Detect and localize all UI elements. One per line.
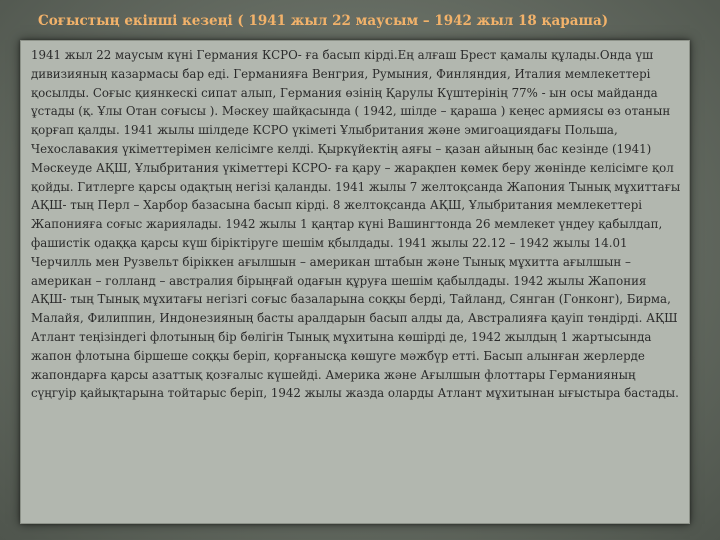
slide-body-text: 1941 жыл 22 маусым күні Германия КСРО- ға басып кірді.Ең алғаш Брест қамалы құлады.Онда үш дивизияның казармасы бар еді. Германияға Венгрия, Румыния, Финляндия, Италия мемлекеттері қосылды. Соғыс қиянкескі сипат алып, Германия өзінің Қарулы Күштерінің 77% - ын осы майданда ұстады (қ. Ұлы Отан соғысы ). Мәскеу шайқасында ( 1942, шілде – қараша ) кеңес армиясы өз отанын қорғап қалды. 1941 жылы шілдеде КСРО үкіметі Ұлыбритания және эмигоациядағы Польша, Чехославакия үкіметтерімен келісімге келді. Қыркүйектің аяғы – қазан айының бас кезінде (1941) Мәскеуде АҚШ, Ұлыбритания үкіметтері КСРО- ға қару – жарақпен көмек беру жөнінде келісімге қол қойды. Гитлерге қарсы одақтың негізі қаланды. 1941 жылы 7 желтоқсанда Жапония Тынық мұхиттағы АҚШ- тың Перл – Харбор базасына басып кірді. 8 желтоқсанда АҚШ, Ұлыбритания мемлекеттері Жапонияға соғыс жариялады. 1942 жылы 1 қаңтар күні Вашингтонда 26 мемлекет үндеу қабылдап, фашистік одаққа қарсы күш біріктіруге шешім қбылдады. 1941 жылы 22.12 – 1942 жылы 14.01 Черчилль мен Рузвельт біріккен ағылшын – американ штабын және Тынық мұхитта ағылшын – американ – голланд – австралия бірыңғай одағын құруға шешім қабылдады. 1942 жылы Жапония АҚШ- тың Тынық мұхитағы негізгі соғыс базаларына соққы берді, Тайланд, Сянган (Гонконг), Бирма, Малайя, Филиппин, Индонезияның басты аралдарын басып алды да, Австралияға қауіп төндірді. АҚШ Атлант теңізіндегі флотының бір бөлігін Тынық мұхитына көшірді де, 1942 жылдың 1 жартысында жапон флотына біршеше соққы беріп, қорғанысқа көшуге мәжбүр етті. Басып алынған жерлерде жапондарға қарсы азаттық қозғалыс күшейді. Америка және Ағылшын флоттары Германияның сүңгуір қайықтарына тойтарыс беріп, 1942 жылы жазда оларды Атлант мұхитынан ығыстыра бастады. xyxy=(31,48,681,401)
slide-title: Соғыстың екінші кезеңі ( 1941 жыл 22 маусым – 1942 жыл 18 қараша) xyxy=(38,13,609,29)
